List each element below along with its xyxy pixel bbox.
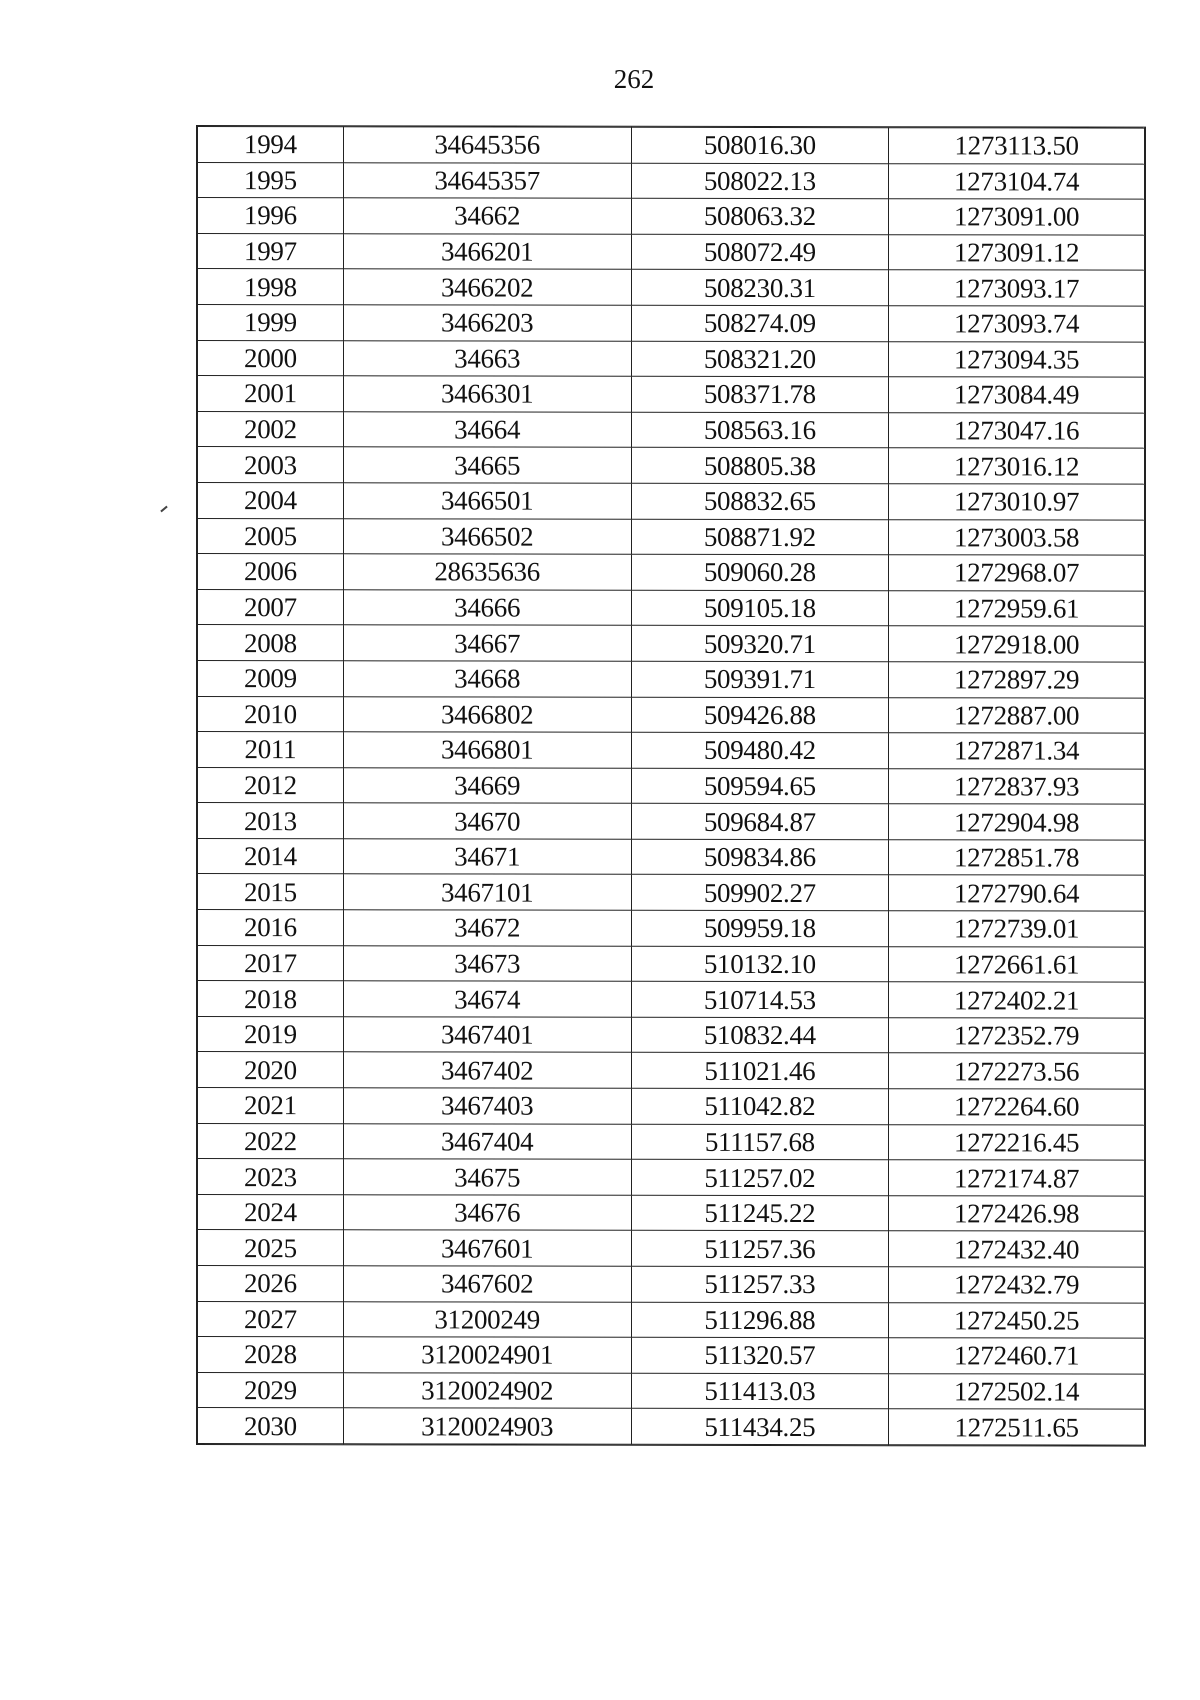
- y-coordinate-cell: 1272790.64: [889, 875, 1145, 911]
- table-row: [198, 732, 1145, 769]
- y-coordinate-cell: 1272918.00: [889, 626, 1145, 662]
- x-coordinate-cell: 509060.28: [631, 554, 889, 590]
- x-coordinate-cell: 509391.71: [631, 661, 889, 697]
- x-coordinate-cell: 511257.02: [631, 1159, 889, 1195]
- y-coordinate-cell: 1272887.00: [889, 697, 1145, 733]
- table-row: [198, 1301, 1145, 1338]
- point-id-cell: 3120024903: [343, 1408, 631, 1444]
- point-id-cell: 34670: [343, 803, 631, 839]
- point-id-cell: 34667: [343, 625, 631, 661]
- point-id-cell: 3466502: [343, 518, 631, 554]
- table-body: [198, 127, 1145, 1446]
- y-coordinate-cell: 1272904.98: [889, 804, 1145, 840]
- table-row: [198, 1337, 1145, 1374]
- point-id-cell: 3466802: [343, 696, 631, 732]
- table-row: [198, 1159, 1145, 1196]
- table-row: [198, 1372, 1145, 1409]
- x-coordinate-cell: 508563.16: [631, 412, 889, 448]
- row-number-cell: 2029: [198, 1372, 344, 1408]
- y-coordinate-cell: 1272511.65: [889, 1409, 1145, 1445]
- x-coordinate-cell: 508230.31: [631, 270, 889, 306]
- point-id-cell: 34672: [343, 910, 631, 946]
- point-id-cell: 34666: [343, 589, 631, 625]
- y-coordinate-cell: 1272216.45: [889, 1124, 1145, 1160]
- stray-pen-mark: [160, 506, 167, 513]
- y-coordinate-cell: 1272502.14: [889, 1373, 1145, 1409]
- row-number-cell: 2012: [198, 767, 344, 803]
- x-coordinate-cell: 509426.88: [631, 697, 889, 733]
- table-row: [198, 910, 1145, 947]
- point-id-cell: 3120024902: [343, 1373, 631, 1409]
- row-number-cell: 2014: [198, 838, 344, 874]
- y-coordinate-cell: 1273093.17: [889, 270, 1145, 306]
- page-number: 262: [613, 64, 655, 94]
- table-row: [198, 696, 1145, 733]
- y-coordinate-cell: 1272402.21: [889, 982, 1145, 1018]
- row-number-cell: 2028: [198, 1337, 344, 1373]
- table-row: [198, 589, 1145, 626]
- table-row: [198, 767, 1145, 804]
- point-id-cell: 34665: [343, 447, 631, 483]
- point-id-cell: 3467403: [343, 1088, 631, 1124]
- point-id-cell: 34645356: [343, 127, 631, 163]
- y-coordinate-cell: 1272273.56: [889, 1053, 1145, 1089]
- row-number-cell: 1996: [198, 198, 344, 234]
- point-id-cell: 34645357: [343, 162, 631, 198]
- point-id-cell: 34662: [343, 198, 631, 234]
- point-id-cell: 28635636: [343, 554, 631, 590]
- row-number-cell: 2018: [198, 981, 344, 1017]
- y-coordinate-cell: 1273113.50: [889, 128, 1145, 164]
- y-coordinate-cell: 1273091.12: [889, 234, 1145, 270]
- x-coordinate-cell: 509684.87: [631, 804, 889, 840]
- table-row: [198, 625, 1145, 662]
- table-row: [198, 945, 1145, 982]
- table-row: [198, 1123, 1145, 1160]
- y-coordinate-cell: 1272174.87: [889, 1160, 1145, 1196]
- y-coordinate-cell: 1272432.40: [889, 1231, 1145, 1267]
- x-coordinate-cell: 508072.49: [631, 234, 889, 270]
- y-coordinate-cell: 1272739.01: [889, 911, 1145, 947]
- point-id-cell: 34676: [343, 1195, 631, 1231]
- x-coordinate-cell: 508805.38: [631, 448, 889, 484]
- row-number-cell: 2013: [198, 803, 344, 839]
- row-number-cell: 2003: [198, 447, 344, 483]
- row-number-cell: 1994: [198, 127, 344, 163]
- table-row: [198, 127, 1145, 164]
- x-coordinate-cell: 511434.25: [631, 1409, 889, 1445]
- y-coordinate-cell: 1273016.12: [889, 448, 1145, 484]
- row-number-cell: 2007: [198, 589, 344, 625]
- y-coordinate-cell: 1272460.71: [889, 1338, 1145, 1374]
- row-number-cell: 2021: [198, 1088, 344, 1124]
- x-coordinate-cell: 510714.53: [631, 982, 889, 1018]
- row-number-cell: 2008: [198, 625, 344, 661]
- table-row: [198, 518, 1145, 555]
- x-coordinate-cell: 508274.09: [631, 305, 889, 341]
- y-coordinate-cell: 1272432.79: [889, 1267, 1145, 1303]
- table-row: [198, 660, 1145, 697]
- point-id-cell: 34673: [343, 945, 631, 981]
- y-coordinate-cell: 1272264.60: [889, 1089, 1145, 1125]
- y-coordinate-cell: 1273104.74: [889, 163, 1145, 199]
- table-row: [198, 376, 1145, 413]
- table-row: [198, 482, 1145, 519]
- table-row: [198, 162, 1145, 199]
- x-coordinate-cell: 511257.36: [631, 1231, 889, 1267]
- y-coordinate-cell: 1272897.29: [889, 662, 1145, 698]
- table-row: [198, 411, 1145, 448]
- row-number-cell: 1998: [198, 269, 344, 305]
- y-coordinate-cell: 1272661.61: [889, 946, 1145, 982]
- x-coordinate-cell: 509320.71: [631, 626, 889, 662]
- x-coordinate-cell: 509594.65: [631, 768, 889, 804]
- y-coordinate-cell: 1273003.58: [889, 519, 1145, 555]
- row-number-cell: 2005: [198, 518, 344, 554]
- x-coordinate-cell: 511157.68: [631, 1124, 889, 1160]
- y-coordinate-cell: 1273084.49: [889, 377, 1145, 413]
- table-row: [198, 1408, 1145, 1445]
- x-coordinate-cell: 509834.86: [631, 839, 889, 875]
- x-coordinate-cell: 508022.13: [631, 163, 889, 199]
- table-row: [198, 233, 1145, 270]
- row-number-cell: 2001: [198, 376, 344, 412]
- row-number-cell: 2019: [198, 1016, 344, 1052]
- y-coordinate-cell: 1272968.07: [889, 555, 1145, 591]
- point-id-cell: 34674: [343, 981, 631, 1017]
- y-coordinate-cell: 1272352.79: [889, 1018, 1145, 1054]
- point-id-cell: 34668: [343, 661, 631, 697]
- y-coordinate-cell: 1273010.97: [889, 484, 1145, 520]
- row-number-cell: 2015: [198, 874, 344, 910]
- row-number-cell: 2030: [198, 1408, 344, 1444]
- x-coordinate-cell: 508871.92: [631, 519, 889, 555]
- table-row: [198, 554, 1145, 591]
- row-number-cell: 2010: [198, 696, 344, 732]
- point-id-cell: 34675: [343, 1159, 631, 1195]
- table-row: [198, 304, 1145, 341]
- x-coordinate-cell: 509105.18: [631, 590, 889, 626]
- row-number-cell: 2017: [198, 945, 344, 981]
- table-row: [198, 874, 1145, 911]
- x-coordinate-cell: 508371.78: [631, 376, 889, 412]
- table-row: [198, 1194, 1145, 1231]
- row-number-cell: 2006: [198, 554, 344, 590]
- point-id-cell: 3467402: [343, 1052, 631, 1088]
- y-coordinate-cell: 1272837.93: [889, 768, 1145, 804]
- row-number-cell: 2025: [198, 1230, 344, 1266]
- x-coordinate-cell: 509902.27: [631, 875, 889, 911]
- row-number-cell: 2011: [198, 732, 344, 768]
- coordinates-table: [197, 126, 1145, 1446]
- x-coordinate-cell: 508063.32: [631, 198, 889, 234]
- y-coordinate-cell: 1272450.25: [889, 1302, 1145, 1338]
- point-id-cell: 34664: [343, 412, 631, 448]
- table-row: [198, 1266, 1145, 1303]
- point-id-cell: 3467601: [343, 1230, 631, 1266]
- row-number-cell: 1999: [198, 304, 344, 340]
- row-number-cell: 2022: [198, 1123, 344, 1159]
- table-row: [198, 447, 1145, 484]
- x-coordinate-cell: 511320.57: [631, 1337, 889, 1373]
- row-number-cell: 2009: [198, 660, 344, 696]
- x-coordinate-cell: 510132.10: [631, 946, 889, 982]
- row-number-cell: 2027: [198, 1301, 344, 1337]
- point-id-cell: 34663: [343, 340, 631, 376]
- row-number-cell: 2000: [198, 340, 344, 376]
- point-id-cell: 3467101: [343, 874, 631, 910]
- point-id-cell: 3120024901: [343, 1337, 631, 1373]
- x-coordinate-cell: 511257.33: [631, 1266, 889, 1302]
- x-coordinate-cell: 511413.03: [631, 1373, 889, 1409]
- y-coordinate-cell: 1272871.34: [889, 733, 1145, 769]
- point-id-cell: 3467401: [343, 1017, 631, 1053]
- point-id-cell: 3466201: [343, 234, 631, 270]
- row-number-cell: 2026: [198, 1266, 344, 1302]
- x-coordinate-cell: 508321.20: [631, 341, 889, 377]
- point-id-cell: 3467404: [343, 1123, 631, 1159]
- point-id-cell: 3467602: [343, 1266, 631, 1302]
- y-coordinate-cell: 1273091.00: [889, 199, 1145, 235]
- x-coordinate-cell: 509959.18: [631, 910, 889, 946]
- point-id-cell: 3466801: [343, 732, 631, 768]
- y-coordinate-cell: 1272426.98: [889, 1196, 1145, 1232]
- table-row: [198, 1088, 1145, 1125]
- y-coordinate-cell: 1273093.74: [889, 306, 1145, 342]
- row-number-cell: 2020: [198, 1052, 344, 1088]
- table-row: [198, 340, 1145, 377]
- table-row: [198, 981, 1145, 1018]
- table-row: [198, 198, 1145, 235]
- x-coordinate-cell: 508832.65: [631, 483, 889, 519]
- row-number-cell: 2002: [198, 411, 344, 447]
- row-number-cell: 2016: [198, 910, 344, 946]
- row-number-cell: 1995: [198, 162, 344, 198]
- table-row: [198, 1230, 1145, 1267]
- x-coordinate-cell: 511021.46: [631, 1053, 889, 1089]
- point-id-cell: 3466501: [343, 483, 631, 519]
- y-coordinate-cell: 1273047.16: [889, 412, 1145, 448]
- y-coordinate-cell: 1272959.61: [889, 590, 1145, 626]
- x-coordinate-cell: 511042.82: [631, 1088, 889, 1124]
- point-id-cell: 3466202: [343, 269, 631, 305]
- y-coordinate-cell: 1272851.78: [889, 840, 1145, 876]
- row-number-cell: 2023: [198, 1159, 344, 1195]
- table-row: [198, 269, 1145, 306]
- point-id-cell: 34671: [343, 839, 631, 875]
- table-row: [198, 803, 1145, 840]
- point-id-cell: 3466203: [343, 305, 631, 341]
- y-coordinate-cell: 1273094.35: [889, 341, 1145, 377]
- point-id-cell: 3466301: [343, 376, 631, 412]
- row-number-cell: 1997: [198, 233, 344, 269]
- row-number-cell: 2024: [198, 1194, 344, 1230]
- row-number-cell: 2004: [198, 482, 344, 518]
- x-coordinate-cell: 511296.88: [631, 1302, 889, 1338]
- point-id-cell: 31200249: [343, 1301, 631, 1337]
- point-id-cell: 34669: [343, 767, 631, 803]
- x-coordinate-cell: 511245.22: [631, 1195, 889, 1231]
- x-coordinate-cell: 510832.44: [631, 1017, 889, 1053]
- table-row: [198, 838, 1145, 875]
- table-row: [198, 1052, 1145, 1089]
- x-coordinate-cell: 509480.42: [631, 732, 889, 768]
- x-coordinate-cell: 508016.30: [631, 127, 889, 163]
- table-row: [198, 1016, 1145, 1053]
